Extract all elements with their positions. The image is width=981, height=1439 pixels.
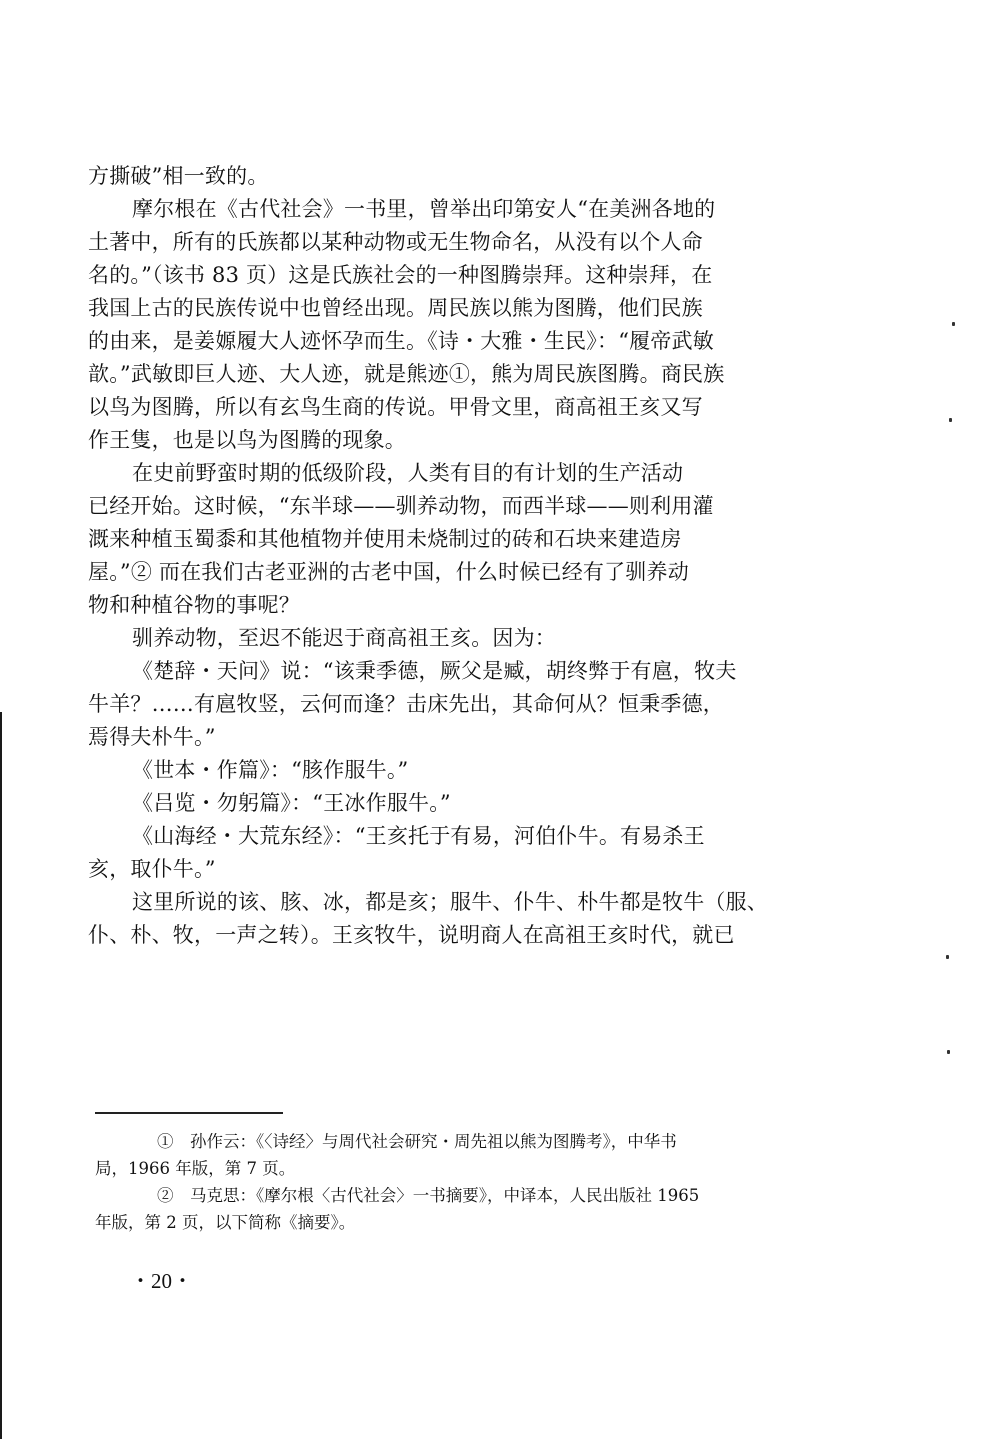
text-line: 名的。”（该书 83 页）这是氏族社会的一种图腾崇拜。这种崇拜，在	[88, 263, 713, 287]
text-line: 焉得夫朴牛。”	[88, 725, 216, 749]
text-line: 亥，取仆牛。”	[88, 857, 216, 881]
footnote-line: 年版，第 2 页，以下简称《摘要》。	[95, 1213, 356, 1232]
page-number: ・20・	[130, 1269, 193, 1293]
text-line: 驯养动物，至迟不能迟于商高祖王亥。因为：	[132, 626, 556, 650]
text-line: 牛羊？……有扈牧竖，云何而逢？击床先出，其命何从？恒秉季德，	[88, 692, 724, 716]
scan-speck	[947, 1050, 950, 1054]
text-line: 《吕览・勿躬篇》：“王冰作服牛。”	[132, 791, 451, 815]
text-line: 的由来，是姜嫄履大人迹怀孕而生。《诗・大雅・生民》：“履帝武敏	[88, 329, 714, 353]
scan-speck	[949, 418, 952, 422]
text-line: 摩尔根在《古代社会》一书里，曾举出印第安人“在美洲各地的	[132, 197, 716, 221]
text-line: 在史前野蛮时期的低级阶段，人类有目的有计划的生产活动	[132, 461, 684, 485]
text-line: 仆、朴、牧，一声之转）。王亥牧牛，说明商人在高祖王亥时代，就已	[88, 923, 735, 947]
body-text	[88, 160, 816, 952]
text-line: 溉来种植玉蜀黍和其他植物并使用未烧制过的砖和石块来建造房	[88, 527, 682, 551]
text-line: 方撕破”相一致的。	[88, 164, 269, 188]
footnote-line: ① 孙作云：《〈诗经〉与周代社会研究・周先祖以熊为图腾考》，中华书	[157, 1132, 677, 1151]
text-line: 作王隻，也是以鸟为图腾的现象。	[88, 428, 406, 452]
footnote-line: ② 马克思：《摩尔根〈古代社会〉一书摘要》，中译本，人民出版社 1965	[157, 1186, 700, 1205]
text-line: 已经开始。这时候，“东半球——驯养动物，而西半球——则利用灌	[88, 494, 714, 518]
text-line: 《山海经・大荒东经》：“王亥托于有易，河伯仆牛。有易杀王	[132, 824, 705, 848]
text-line: 土著中，所有的氏族都以某种动物或无生物命名，从没有以个人命	[88, 230, 703, 254]
text-line: 《世本・作篇》：“胲作服牛。”	[132, 758, 409, 782]
text-line: 以鸟为图腾，所以有玄鸟生商的传说。甲骨文里，商高祖王亥又写	[88, 395, 703, 419]
footnotes	[95, 1128, 815, 1236]
text-line: 物和种植谷物的事呢？	[88, 593, 300, 617]
scan-speck	[946, 955, 949, 959]
footnote-line: 局，1966 年版，第 7 页。	[95, 1159, 296, 1178]
text-line: 屋。”② 而在我们古老亚洲的古老中国，什么时候已经有了驯养动	[88, 560, 689, 584]
footnote-divider	[95, 1112, 283, 1114]
scan-speck	[952, 322, 955, 326]
text-line: 我国上古的民族传说中也曾经出现。周民族以熊为图腾，他们民族	[88, 296, 703, 320]
text-line: 这里所说的该、胲、冰，都是亥；服牛、仆牛、朴牛都是牧牛（服、	[132, 890, 768, 914]
text-line: 歆。”武敏即巨人迹、大人迹，就是熊迹①，熊为周民族图腾。商民族	[88, 362, 725, 386]
scan-edge	[0, 712, 2, 1439]
text-line: 《楚辞・天问》说：“该秉季德，厥父是臧，胡终弊于有扈，牧夫	[132, 659, 737, 683]
